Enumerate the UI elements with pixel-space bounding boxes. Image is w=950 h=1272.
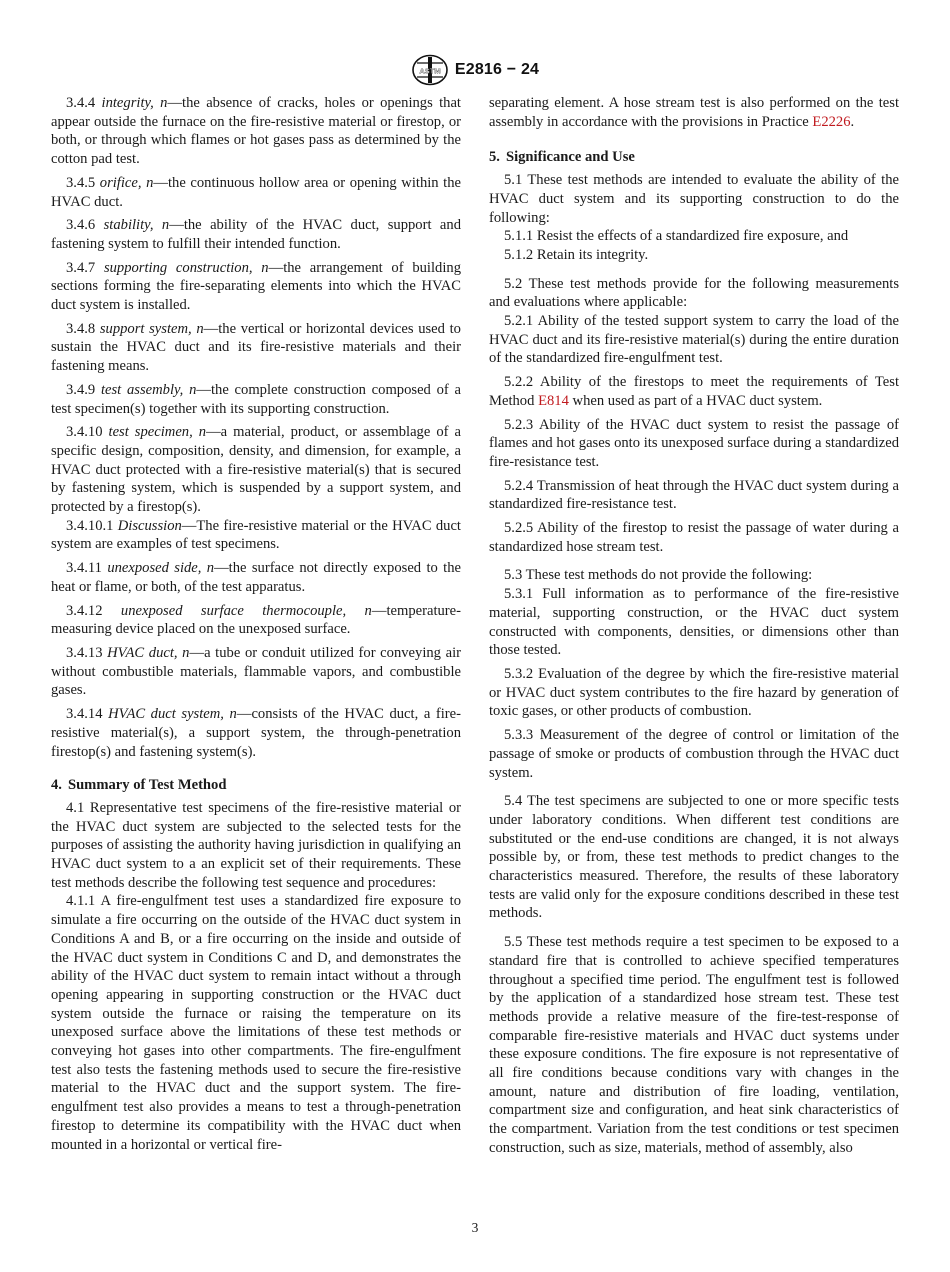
paragraph-continuation: separating element. A hose stream test is also performed on the test assembly in accordance with the provisions in Practice E2226. — [489, 95, 899, 130]
paragraph-4-1: 4.1 Representative test specimens of the fire-resistive material or the HVAC duct system are subjected to the selected tests for the purposes of assisting the authority having jurisdiction in qualifying an HVAC duct system to a an explicit set of their requirements. These test methods describe the following test sequence and procedures: — [51, 799, 461, 891]
definition-3-4-5: 3.4.5 orifice, n—the continuous hollow area or opening within the HVAC duct. — [51, 174, 461, 210]
link-e814[interactable]: E814 — [538, 392, 569, 409]
paragraph-5-1-1: 5.1.1 Resist the effects of a standardized fire exposure, and — [504, 228, 849, 245]
right-column — [489, 94, 899, 1158]
definition-3-4-10: 3.4.10 test specimen, n—a material, product, or assemblage of a specific design, composition, density, and dimension, for example, a HVAC duct protected with a fire-resistive material(s) that is secured by fastening system, which is suspended by a support system, and protected by a firestop(s). — [51, 424, 461, 516]
paragraph-5-3-1: 5.3.1 Full information as to performance of the fire-resistive material, supporting construction, or the HVAC duct system constructed with components, densities, or dimensions other than those tested. — [489, 586, 899, 659]
paragraph-5-5: 5.5 These test methods require a test specimen to be exposed to a standard fire that is controlled to achieve specified temperatures throughout a specified time period. The engulfment test is followed by the application of a standardized hose stream test. These test methods provide a relative measure of the fire-test-response of comparable fire-resistive materials and HVAC duct systems under these exposure conditions. The fire exposure is not representative of all fire conditions because conditions vary with changes in the amount, nature and distribution of fire loading, ventilation, compartment size and configuration, and heat sink characteristics of the compartment. Variation from the test conditions or test specimen construction, such as size, materials, method of assembly, also — [489, 934, 900, 1156]
paragraph-4-1-1: 4.1.1 A fire-engulfment test uses a standardized fire exposure to simulate a fire occurring on the outside of the HVAC duct system in Conditions A and B, or a fire occurring on the inside and outside of the HVAC duct system in Conditions C and D, and demonstrates the ability of the HVAC duct system to remain intact without a through opening appearing in supporting construction or the HVAC duct system outside the furnace or raising the temperature on its unexposed surface above the limitations of these test methods or conveying hot gases into other compartments. The fire-engulfment test also tests the fastening methods used to secure the fire-resistive material to the HVAC duct and the support system. The fire-engulfment test also provides a means to test a through-penetration firestop to determine its compatibility with the HVAC duct when mounted in a horizontal or vertical fire- — [51, 893, 462, 1153]
standard-designation: E2816 − 24 — [454, 61, 540, 78]
definition-3-4-13: 3.4.13 HVAC duct, n—a tube or conduit utilized for conveying air without combustible materials, flammable vapors, and combustible gases. — [51, 644, 461, 699]
page-header — [0, 54, 950, 86]
paragraph-5-3-3: 5.3.3 Measurement of the degree of control or limitation of the passage of smoke or products of combustion through the HVAC duct system. — [489, 727, 899, 781]
definition-3-4-7: 3.4.7 supporting construction, n—the arrangement of building sections forming the fire-separating elements into which the HVAC duct system is installed. — [51, 259, 461, 314]
paragraph-5-3: 5.3 These test methods do not provide the following: — [504, 567, 813, 584]
paragraph-5-1: 5.1 These test methods are intended to evaluate the ability of the HVAC duct system and its supporting construction to do the following: — [489, 172, 900, 226]
definition-3-4-12: 3.4.12 unexposed surface thermocouple, n—temperature-measuring device placed on the unexposed surface. — [51, 602, 461, 638]
paragraph-5-2-4: 5.2.4 Transmission of heat through the HVAC duct system during a standardized fire-resistance test. — [489, 477, 899, 513]
paragraph-5-2-5: 5.2.5 Ability of the firestop to resist the passage of water during a standardized hose stream test. — [489, 520, 899, 555]
discussion-3-4-10-1: 3.4.10.1 Discussion—The fire-resistive material or the HVAC duct system are examples of test specimens. — [51, 517, 461, 553]
definition-3-4-8: 3.4.8 support system, n—the vertical or horizontal devices used to sustain the HVAC duct and its fire-resistive materials and their fastening means. — [51, 320, 461, 375]
left-column — [51, 94, 461, 1154]
logo-text: ASTM — [419, 66, 441, 76]
page-number: 3 — [471, 1220, 479, 1235]
link-e2226[interactable]: E2226 — [812, 113, 851, 130]
paragraph-5-3-2: 5.3.2 Evaluation of the degree by which the fire-resistive material or HVAC duct system contributes to the fire hazard by generation of toxic gases, or other products of combustion. — [489, 665, 899, 720]
definition-3-4-14: 3.4.14 HVAC duct system, n—consists of the HVAC duct, a fire-resistive material(s), a support system, the through-penetration firestop(s) and fastening system(s). — [51, 706, 461, 760]
paragraph-5-1-2: 5.1.2 Retain its integrity. — [504, 246, 649, 263]
section-5-heading: 5. Significance and Use — [489, 149, 635, 166]
definition-3-4-4: 3.4.4 integrity, n—the absence of cracks, holes or openings that appear outside the furnace on the fire-resistive material or firestop, or both, or through which flames or hot gases pass as determined by the cotton pad test. — [51, 95, 461, 168]
astm-logo-icon — [411, 54, 449, 86]
definition-3-4-6: 3.4.6 stability, n—the ability of the HVAC duct, support and fastening system to fulfill their intended function. — [51, 217, 461, 252]
definition-3-4-9: 3.4.9 test assembly, n—the complete construction composed of a test specimen(s) together with its supporting construction. — [51, 381, 461, 417]
paragraph-5-2-1: 5.2.1 Ability of the tested support system to carry the load of the HVAC duct and its fire-resistive material(s) during the entire duration of the standardized fire-engulfment test. — [489, 313, 900, 367]
paragraph-5-4: 5.4 The test specimens are subjected to one or more specific tests under laboratory conditions. When different test conditions are substituted or the end-use conditions are changed, it is not always possible by, or from, these test methods to predict changes to the characteristics measured. Therefore, the results of these laboratory tests are valid only for the exposure conditions described in these test methods. — [489, 793, 899, 922]
paragraph-5-2-3: 5.2.3 Ability of the HVAC duct system to resist the passage of flames and hot gases onto its unexposed surface during a standardized fire-resistance test. — [489, 416, 899, 470]
paragraph-5-2-2: 5.2.2 Ability of the firestops to meet the requirements of Test Method E814 when used as part of a HVAC duct system. — [489, 374, 900, 409]
paragraph-5-2: 5.2 These test methods provide for the following measurements and evaluations where applicable: — [489, 275, 899, 311]
section-4-heading: 4. Summary of Test Method — [51, 777, 227, 794]
definition-3-4-11: 3.4.11 unexposed side, n—the surface not directly exposed to the heat or flame, or both, of the test apparatus. — [51, 560, 461, 595]
